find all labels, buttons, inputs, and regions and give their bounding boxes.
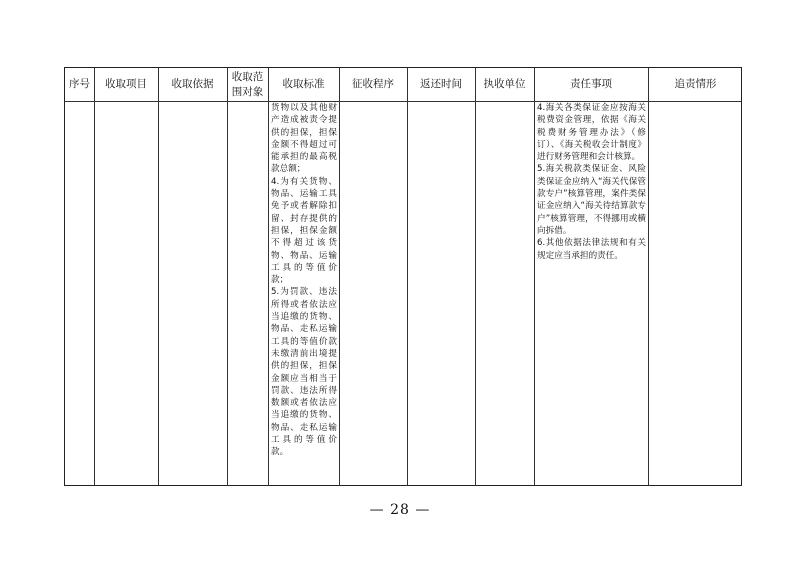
column-divider: [534, 68, 535, 485]
header-standard: 收取标准: [282, 78, 325, 90]
column-divider: [407, 68, 408, 485]
column-divider: [475, 68, 476, 485]
header-unit: 执收单位: [483, 78, 526, 90]
duties-cell: [537, 102, 646, 262]
column-divider: [339, 68, 340, 485]
standard-paragraph: 货物以及其他财产造成被责令提供的担保，担保金额不得超过可能承担的最高税款总额；: [271, 103, 337, 175]
column-divider: [227, 68, 228, 485]
column-divider: [94, 68, 95, 485]
standard-cell: [271, 102, 337, 459]
standard-paragraph: 5.为罚款、违法所得或者依法应当追缴的货物、物品、走私运输工具的等值价款未缴清前出境提供的担保，担保金额应当相当于罚款、违法所得数额或者依法应当追缴的货物、物品、走私运输工具的等值价款。: [271, 287, 337, 458]
column-divider: [158, 68, 159, 485]
header-procedure: 征收程序: [352, 78, 394, 90]
duties-paragraph: 5.海关税款类保证金、风险类保证金应纳入“海关代保管款专户”核算管理，案件类保证金应纳入“海关待结算款专户”核算管理，不得挪用或横向拆借。: [537, 164, 646, 236]
duties-paragraph: 4.海关各类保证金应按海关税费资金管理，依据《海关税费财务管理办法》（修订）、《海关税收会计制度》进行财务管理和会计核算。: [537, 103, 646, 163]
standard-paragraph: 4.为有关货物、物品、运输工具免予或者解除扣留、封存提供的担保，担保金额不得超过该货物、物品、运输工具的等值价款；: [271, 176, 337, 286]
header-item: 收取项目: [105, 78, 147, 90]
header-duties: 责任事项: [570, 78, 612, 90]
duties-paragraph: 6.其他依据法律法规和有关规定应当承担的责任。: [537, 238, 646, 261]
page-number: — 28 —: [369, 502, 431, 518]
header-liability: 追责情形: [674, 78, 717, 90]
fee-table: [64, 67, 742, 486]
header-return-time: 返还时间: [420, 78, 462, 90]
column-divider: [648, 68, 649, 485]
column-divider: [268, 68, 269, 485]
header-basis: 收取依据: [171, 78, 214, 90]
header-scope: 收取范 围对象: [231, 70, 264, 98]
header-seq: 序号: [69, 78, 90, 90]
